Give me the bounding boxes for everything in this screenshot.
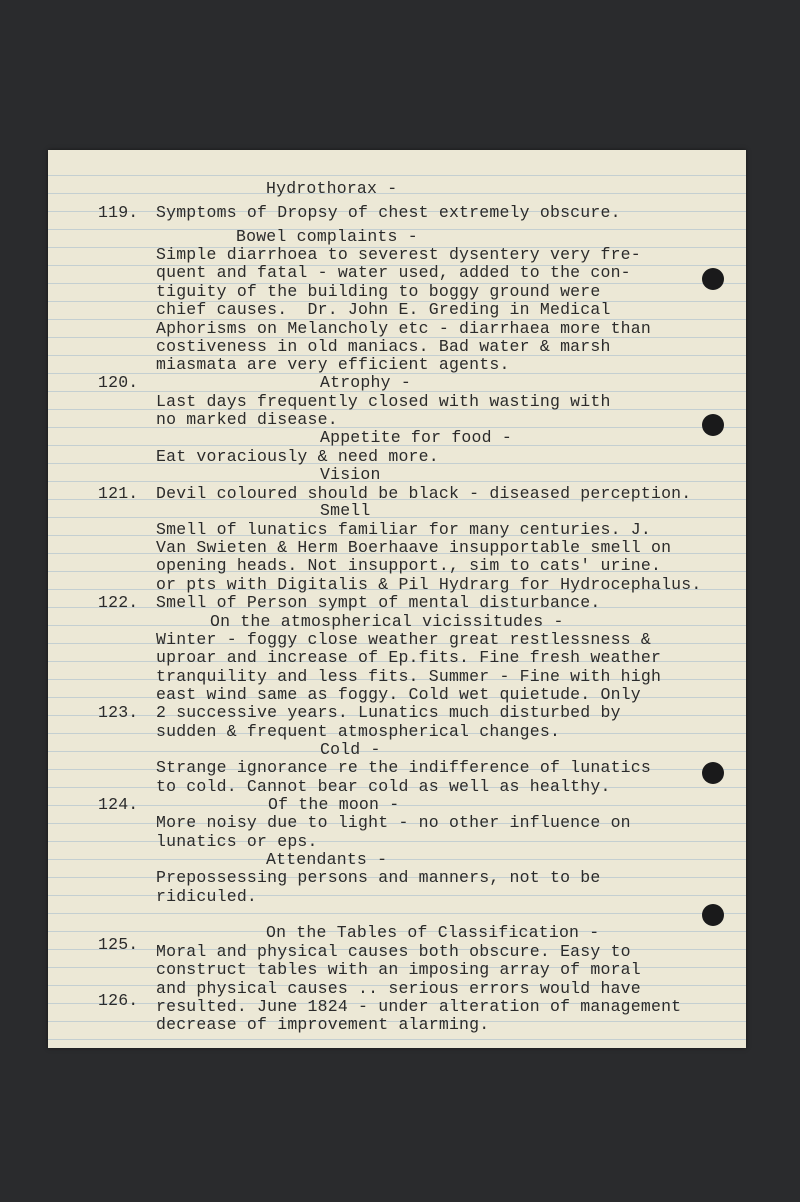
paragraph-number: 123. — [98, 703, 139, 722]
paragraph-number: 122. — [98, 593, 139, 612]
heading-atrophy: Atrophy - — [320, 373, 411, 392]
text-line: 2 successive years. Lunatics much disturbed by — [156, 703, 621, 722]
text-line: sudden & frequent atmospherical changes. — [156, 722, 561, 741]
text-line: miasmata are very efficient agents. — [156, 355, 510, 374]
paragraph-number: 121. — [98, 484, 139, 503]
heading-moon: Of the moon - — [268, 795, 400, 814]
heading-atmospheric: On the atmospherical vicissitudes - — [210, 612, 564, 631]
heading-tables: On the Tables of Classification - — [266, 923, 600, 942]
heading-smell: Smell — [320, 501, 371, 520]
text-line: opening heads. Not insupport., sim to cats' urine. — [156, 556, 662, 575]
text-line: and physical causes .. serious errors would have — [156, 979, 641, 998]
heading-bowel: Bowel complaints - — [236, 227, 418, 246]
text-line: Smell of Person sympt of mental disturbance. — [156, 593, 601, 612]
paragraph-number: 119. — [98, 203, 139, 222]
text-line: Van Swieten & Herm Boerhaave insupportable smell on — [156, 538, 672, 557]
paragraph-number: 120. — [98, 373, 139, 392]
text-line: decrease of improvement alarming. — [156, 1015, 490, 1034]
heading-appetite: Appetite for food - — [320, 428, 512, 447]
heading-hydrothorax: Hydrothorax - — [266, 179, 398, 198]
text-line: quent and fatal - water used, added to the con- — [156, 263, 631, 282]
text-line: Devil coloured should be black - diseased perception. — [156, 484, 692, 503]
heading-vision: Vision — [320, 465, 381, 484]
heading-cold: Cold - — [320, 740, 381, 759]
text-line: construct tables with an imposing array of moral — [156, 960, 641, 979]
paragraph-number: 124. — [98, 795, 139, 814]
text-line: Strange ignorance re the indifference of lunatics — [156, 758, 651, 777]
text-line: no marked disease. — [156, 410, 338, 429]
text-line: Smell of lunatics familiar for many centuries. J. — [156, 520, 651, 539]
text-line: to cold. Cannot bear cold as well as healthy. — [156, 777, 611, 796]
text-line: uproar and increase of Ep.fits. Fine fresh weather — [156, 648, 662, 667]
text-line: chief causes. Dr. John E. Greding in Medical — [156, 300, 611, 319]
paragraph-number: 125. — [98, 935, 139, 954]
text-line: lunatics or eps. — [156, 832, 318, 851]
text-line: Prepossessing persons and manners, not to be — [156, 868, 601, 887]
text-line: Symptoms of Dropsy of chest extremely obscure. — [156, 203, 621, 222]
text-line: Last days frequently closed with wasting with — [156, 392, 611, 411]
text-line: Winter - foggy close weather great restlessness & — [156, 630, 651, 649]
text-line: More noisy due to light - no other influence on — [156, 813, 631, 832]
text-line: costiveness in old maniacs. Bad water & marsh — [156, 337, 611, 356]
text-line: Simple diarrhoea to severest dysentery very fre- — [156, 245, 641, 264]
paragraph-number: 126. — [98, 991, 139, 1010]
text-line: tiguity of the building to boggy ground were — [156, 282, 601, 301]
text-line: resulted. June 1824 - under alteration of management — [156, 997, 682, 1016]
punch-hole — [702, 904, 724, 926]
text-line: ridiculed. — [156, 887, 258, 906]
typed-page — [48, 150, 746, 1048]
heading-attendants: Attendants - — [266, 850, 388, 869]
text-line: east wind same as foggy. Cold wet quietude. Only — [156, 685, 641, 704]
text-line: Aphorisms on Melancholy etc - diarrhaea more than — [156, 319, 651, 338]
text-line: tranquility and less fits. Summer - Fine with high — [156, 667, 662, 686]
text-line: Moral and physical causes both obscure. Easy to — [156, 942, 631, 961]
text-line: or pts with Digitalis & Pil Hydrarg for Hydrocephalus. — [156, 575, 702, 594]
text-line: Eat voraciously & need more. — [156, 447, 439, 466]
